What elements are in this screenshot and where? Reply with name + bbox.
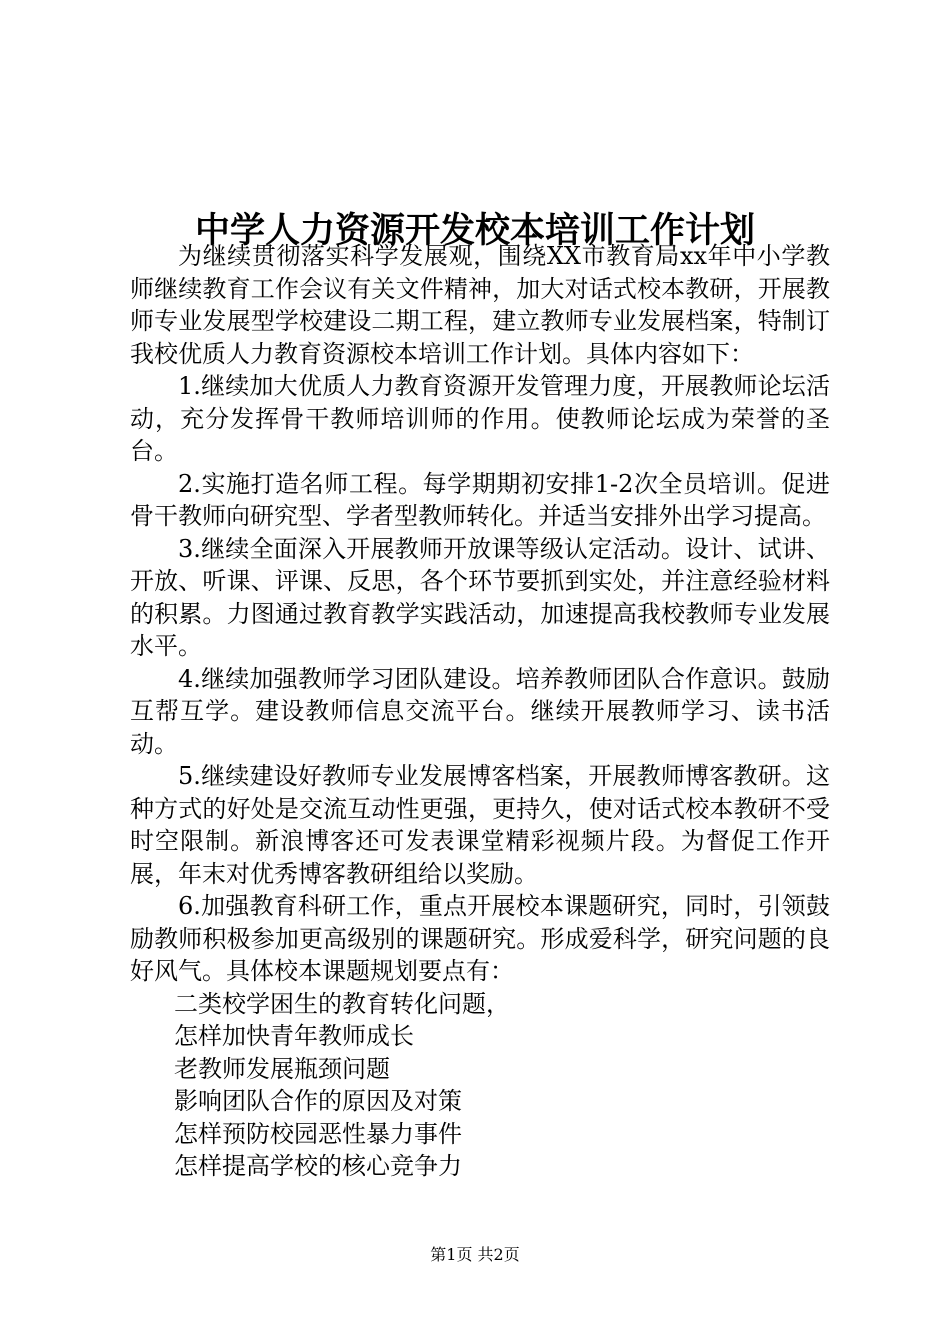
document-body bbox=[130, 240, 830, 1183]
research-topic: 影响团队合作的原因及对策 bbox=[174, 1087, 462, 1115]
plan-item-2: 2.实施打造名师工程。每学期期初安排1-2次全员培训。促进骨干教师向研究型、学者型教师转化。并适当安排外出学习提高。 bbox=[130, 469, 830, 530]
research-topic: 怎样提高学校的核心竞争力 bbox=[174, 1152, 462, 1180]
research-topic: 二类校学困生的教育转化问题， bbox=[174, 989, 510, 1018]
research-topics-list bbox=[130, 988, 830, 1183]
page-footer: 第1页 共2页 bbox=[430, 1245, 520, 1264]
plan-item-5: 5.继续建设好教师专业发展博客档案，开展教师博客教研。这种方式的好处是交流互动性更强，更持久，使对话式校本教研不受时空限制。新浪博客还可发表课堂精彩视频片段。为督促工作开展，年末对优秀博客教研组给以奖励。 bbox=[130, 762, 830, 888]
plan-item-3: 3.继续全面深入开展教师开放课等级认定活动。设计、试讲、开放、听课、评课、反思，各个环节要抓到实处，并注意经验材料的积累。力图通过教育教学实践活动，加速提高我校教师专业发展水平。 bbox=[130, 534, 830, 660]
plan-item-1: 1.继续加大优质人力教育资源开发管理力度，开展教师论坛活动，充分发挥骨干教师培训师的作用。使教师论坛成为荣誉的圣台。 bbox=[130, 372, 830, 465]
research-topic: 怎样预防校园恶性暴力事件 bbox=[174, 1119, 462, 1148]
research-topic: 老教师发展瓶颈问题 bbox=[174, 1054, 390, 1083]
intro-paragraph: 为继续贯彻落实科学发展观，围绕XX市教育局xx年中小学教师继续教育工作会议有关文件精神，加大对话式校本教研，开展教师专业发展型学校建设二期工程，建立教师专业发展档案，特制订我校优质人力教育资源校本培训工作计划。具体内容如下： bbox=[130, 242, 830, 368]
plan-item-6: 6.加强教育科研工作，重点开展校本课题研究，同时，引领鼓励教师积极参加更高级别的课题研究。形成爱科学，研究问题的良好风气。具体校本课题规划要点有： bbox=[130, 892, 830, 985]
research-topic: 怎样加快青年教师成长 bbox=[174, 1022, 414, 1050]
document-title: 中学人力资源开发校本培训工作计划 bbox=[194, 210, 755, 252]
plan-item-4: 4.继续加强教师学习团队建设。培养教师团队合作意识。鼓励互帮互学。建设教师信息交流平台。继续开展教师学习、读书活动。 bbox=[130, 664, 830, 758]
